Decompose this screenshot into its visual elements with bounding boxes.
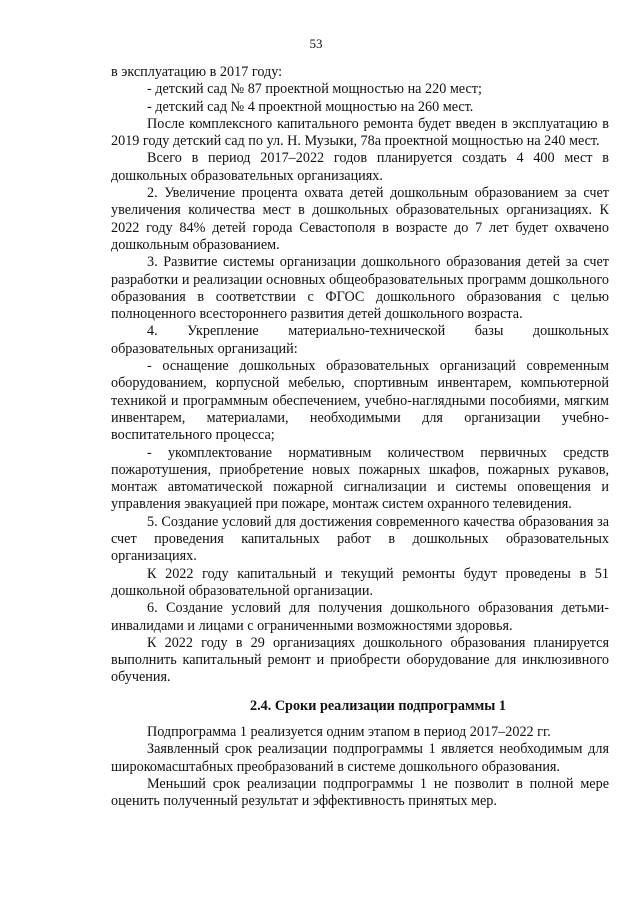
paragraph: 3. Развитие системы организации дошкольного образования детей за счет разработки и реализации основных общеобразовательных программ дошкольного образования в соответствии с ФГОС дошкольного образования с целью полноценного всестороннего развития детей дошкольного возраста. [111, 254, 609, 323]
paragraph: 4. Укрепление материально-технической базы дошкольных образовательных организаций: [111, 323, 609, 357]
list-item: - оснащение дошкольных образовательных организаций современным оборудованием, корпусной мебелью, спортивным инвентарем, компьютерной техникой и программным обеспечением, учебно-наглядными пособиями, мягким инвентарем, материалами, необходимыми для организации учебно-воспитательного процесса; [111, 358, 609, 444]
list-item: - укомплектование нормативным количеством первичных средств пожаротушения, приобретение новых пожарных шкафов, пожарных рукавов, монтаж автоматической пожарной сигнализации и системы оповещения и управления эвакуацией при пожаре, монтаж систем охранного телевидения. [111, 444, 609, 513]
paragraph: Всего в период 2017–2022 годов планируется создать 4 400 мест в дошкольных образовательных организациях. [111, 150, 609, 184]
paragraph: К 2022 году в 29 организациях дошкольного образования планируется выполнить капитальный ремонт и приобрести оборудование для инклюзивного обучения. [111, 634, 609, 686]
paragraph: 6. Создание условий для получения дошкольного образования детьми-инвалидами и лицами с ограниченными возможностями здоровья. [111, 600, 609, 634]
paragraph: 5. Создание условий для достижения современного качества образования за счет проведения капитальных работ в дошкольных образовательных организациях. [111, 513, 609, 565]
document-body [111, 64, 609, 810]
paragraph: 2. Увеличение процента охвата детей дошкольным образованием за счет увеличения количества мест в дошкольных образовательных организациях. К 2022 году 84% детей города Севастополя в возрасте до 7 лет будет охвачено дошкольным образованием. [111, 185, 609, 253]
paragraph: После комплексного капитального ремонта будет введен в эксплуатацию в 2019 году детский сад по ул. Н. Музыки, 78а проектной мощностью на 240 мест. [111, 115, 609, 150]
paragraph: Меньший срок реализации подпрограммы 1 не позволит в полной мере оценить полученный результат и эффективность принятых мер. [111, 775, 609, 810]
paragraph: в эксплуатацию в 2017 году: [111, 64, 283, 80]
page-number: 53 [309, 36, 323, 51]
list-item: - детский сад № 4 проектной мощностью на 260 мест. [147, 98, 474, 115]
list-item: - детский сад № 87 проектной мощностью на 220 мест; [147, 81, 482, 98]
paragraph: Заявленный срок реализации подпрограммы 1 является необходимым для широкомасштабных преобразований в системе дошкольного образования. [111, 741, 609, 775]
section-heading: 2.4. Сроки реализации подпрограммы 1 [249, 697, 507, 714]
paragraph: Подпрограмма 1 реализуется одним этапом в период 2017–2022 гг. [147, 723, 551, 740]
paragraph: К 2022 году капитальный и текущий ремонты будут проведены в 51 дошкольной образовательной организации. [111, 565, 609, 599]
